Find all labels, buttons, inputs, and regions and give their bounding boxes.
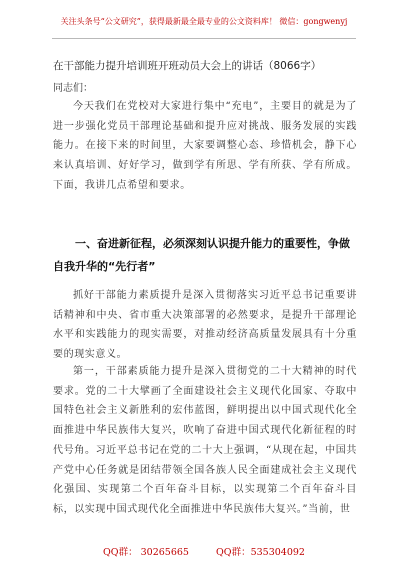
- paragraph-intro: 今天我们在党校对大家进行集中“充电”，主要目的就是为了进一步强化党员干部理论基础和提升应对挑战、服务发展的实践能力。在接下来的时间里，大家要调整心态、珍惜机会，静下心来认真培训、好好学习，做到学有所思、学有所获、学有所成。下面，我讲几点希望和要求。: [53, 101, 357, 191]
- salutation: 同志们：: [53, 83, 93, 94]
- header-banner: 关注头条号“公文研究”，获得最新最全最专业的公文资料库！ 微信：gongwenyj: [60, 17, 348, 26]
- header-divider: [52, 38, 356, 39]
- footer-qq-group-2: QQ群：535304092: [216, 547, 305, 558]
- footer-qq-group-1: QQ群： 30265665: [103, 547, 189, 558]
- document-title: 在干部能力提升培训班开班动员大会上的讲话（8066字）: [53, 60, 322, 72]
- footer-contact: [0, 544, 408, 558]
- paragraph-2: 抓好干部能力素质提升是深入贯彻落实习近平总书记重要讲话精神和中央、省市重大决策部署的必然要求，是提升干部理论水平和实践能力的现实需要，对推动经济高质量发展具有十分重要的现实意义。: [53, 290, 357, 361]
- section-heading-1: 一、奋进新征程，必须深刻认识提升能力的重要性，争做自我升华的“先行者”: [53, 237, 350, 273]
- paragraph-3: 第一，干部素质能力提升是深入贯彻党的二十大精神的时代要求。党的二十大擘画了全面建设社会主义现代化国家、夺取中国特色社会主义新胜利的宏伟蓝图，鲜明提出以中国式现代化全面推进中华民族伟大复兴，吹响了奋进中国式现代化新征程的时代号角。习近平总书记在党的二十大上强调，“从现在起，中国共产党中心任务就是团结带领全国各族人民全面建成社会主义现代化强国、实现第二个百年奋斗目标，以实现第二个百年奋斗目标，以实现中国式现代化全面推进中华民族伟大复兴。”当前，世: [53, 366, 357, 515]
